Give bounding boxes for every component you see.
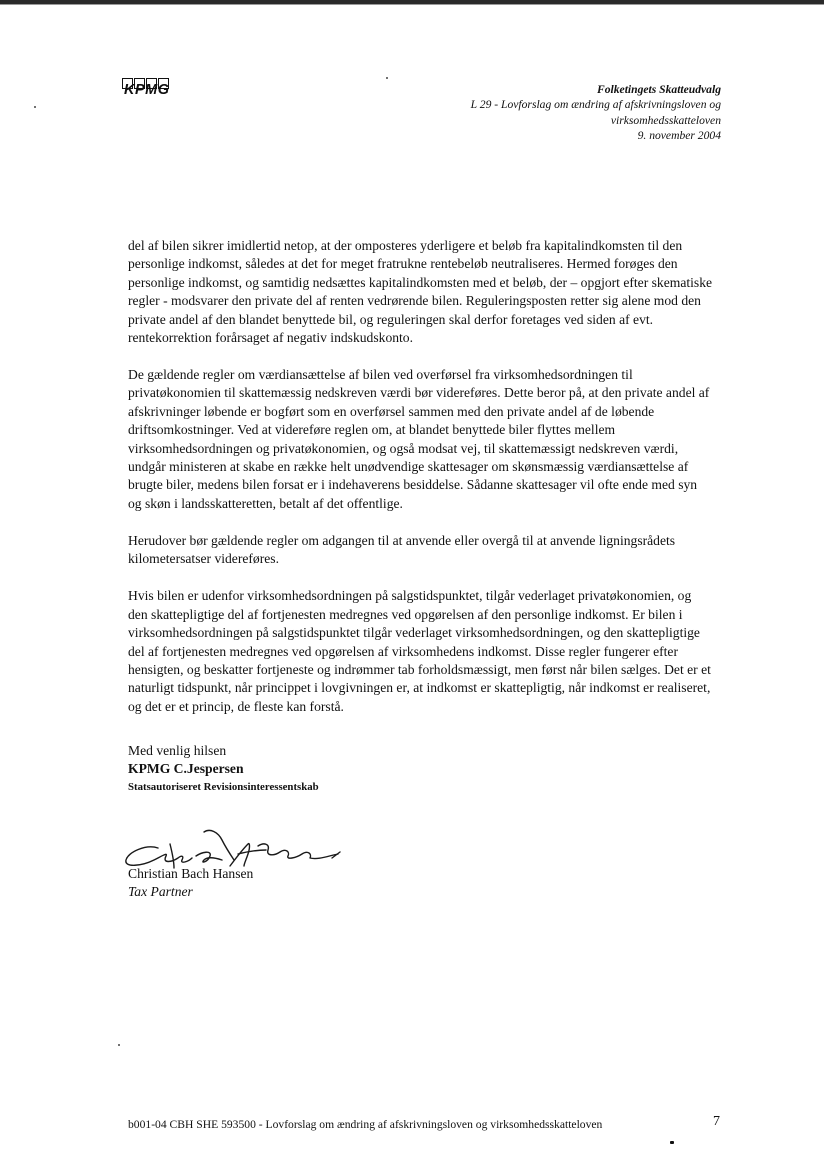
paragraph-4: Hvis bilen er udenfor virksomhedsordningen på salgstidspunktet, tilgår vederlaget privatøkonomien, og den skattepligtige del af fortjenesten medregnes ved opgørelsen af den personlige indkomst. Er bilen i virksomhedsordningen på salgstidspunktet tilgår vederlaget virksomhedsordningen, og den skattepligtige del af fortjenesten medregnes ved opgørelsen af virksomhedens indkomst. Disse regler fungerer efter hensigten, og beskatter fortjeneste og indrømmer tab forholdsmæssigt, men først når bilen sælges. Det er et naturligt tidspunkt, når princippet i lovgivningen er, at indkomst er skattepligtig, når indkomst er realiseret, og det er et princip, de fleste kan forstå. bbox=[128, 588, 711, 714]
paragraph-3: Herudover bør gældende regler om adgangen til at anvende eller overgå til at anvende ligningsrådets kilometersatser videreføres. bbox=[128, 532, 676, 567]
scan-speck bbox=[670, 1141, 674, 1144]
scan-speck bbox=[386, 77, 388, 79]
signer-block bbox=[128, 865, 253, 902]
footer-reference: b001-04 CBH SHE 593500 - Lovforslag om ændring af afskrivningsloven og virksomhedsskatteloven bbox=[128, 1118, 603, 1131]
page-footer bbox=[128, 1114, 720, 1132]
bill-reference-line2: virksomhedsskatteloven bbox=[610, 113, 721, 127]
letter-body bbox=[128, 237, 714, 735]
closing-block bbox=[128, 742, 319, 794]
scan-speck bbox=[118, 1044, 120, 1046]
closing-greeting: Med venlig hilsen bbox=[128, 743, 227, 758]
letter-header bbox=[471, 82, 721, 144]
kpmg-logo bbox=[122, 78, 174, 100]
letter-date: 9. november 2004 bbox=[637, 129, 721, 143]
paragraph-1: del af bilen sikrer imidlertid netop, at der omposteres yderligere et beløb fra kapitalindkomsten til den personlige indkomst, således at det for meget fratrukne rentebeløb neutraliseres. Hermed forøges den personlige indkomst, og samtidig nedsættes kapitalindkomsten med et beløb, der – opgjort efter skematiske regler - modsvarer den private del af renten vedrørende bilen. Reguleringsposten retter sig alene mod den private andel af den blandet benyttede bil, og reguleringen skal derfor foretages ved siden af evt. rentekorrektion forårsaget af negativ indskudskonto. bbox=[128, 238, 713, 346]
firm-name: KPMG C.Jespersen bbox=[128, 761, 244, 777]
scan-speck bbox=[34, 106, 36, 108]
page-number: 7 bbox=[713, 1114, 720, 1129]
firm-description: Statsautoriseret Revisionsinteressentskab bbox=[128, 780, 319, 793]
signer-name: Christian Bach Hansen bbox=[128, 866, 254, 881]
committee-name: Folketingets Skatteudvalg bbox=[597, 83, 721, 96]
bill-reference-line1: L 29 - Lovforslag om ændring af afskrivningsloven og bbox=[470, 98, 721, 112]
logo-text: KPMG bbox=[124, 82, 170, 98]
signer-role: Tax Partner bbox=[128, 884, 193, 900]
scan-top-edge-shadow bbox=[0, 4, 824, 5]
paragraph-2: De gældende regler om værdiansættelse af bilen ved overførsel fra virksomhedsordningen til privatøkonomien til skattemæssig nedskreven værdi bør videreføres. Dette beror på, at den private andel af afskrivninger løbende er bogført som en overførsel sammen med den private andel af de løbende driftsomkostninger. Ved at videreføre reglen om, at blandet benyttede biler flyttes mellem virksomhedsordningen og privatøkonomien, og også modsat vej, til skattemæssigt nedskreven værdi, undgår ministeren at skabe en række helt unødvendige skattesager om skønsmæssig værdiansættelse af brugte biler, medens bilen forsat er i indehaverens besiddelse. Sådanne skattesager vil ofte ende med syn og skøn i landsskatteretten, betalt af det offentlige. bbox=[128, 367, 710, 511]
